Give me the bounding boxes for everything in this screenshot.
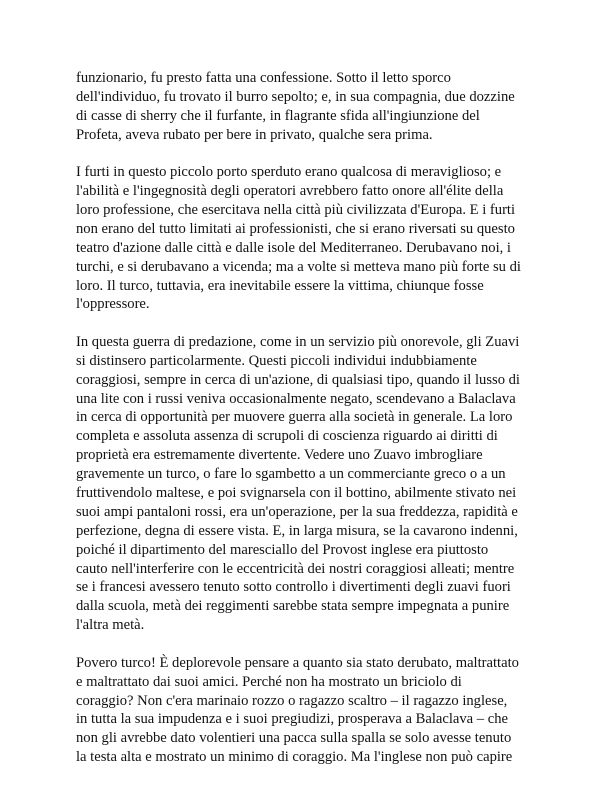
text-line: coraggiosi, sempre in cerca di un'azione, di qualsiasi tipo, quando il lusso di bbox=[76, 371, 520, 388]
text-line: non gli avrebbe dato volentieri una pacca sulla spalla se solo avesse tenuto bbox=[76, 730, 512, 747]
text-line: proprietà era estremamente divertente. Vedere uno Zuavo imbrogliare bbox=[76, 447, 483, 464]
text-line: non erano del tutto limitati ai professionisti, che si erano riversati su questo bbox=[76, 220, 515, 237]
text-line: Profeta, aveva rubato per bere in privato, qualche sera prima. bbox=[76, 126, 433, 143]
text-line: perfezione, degna di essere vista. E, in larga misura, se la cavarono indenni, bbox=[76, 522, 518, 539]
text-line: loro. Il turco, tuttavia, era inevitabile essere la vittima, chiunque fosse bbox=[76, 277, 484, 294]
text-line: si distinsero particolarmente. Questi piccoli individui indubbiamente bbox=[76, 352, 477, 369]
text-line: Povero turco! È deplorevole pensare a quanto sia stato derubato, maltrattato bbox=[76, 654, 519, 671]
text-line: funzionario, fu presto fatta una confessione. Sotto il letto sporco bbox=[76, 70, 451, 86]
text-line: dell'individuo, fu trovato il burro sepolto; e, in sua compagnia, due dozzine bbox=[76, 88, 515, 105]
text-line: se i francesi avessero tenuto sotto controllo i divertimenti degli zuavi fuori bbox=[76, 579, 511, 596]
text-line: una lite con i russi veniva occasionalmente negato, scendevano a Balaclava bbox=[76, 390, 516, 407]
text-line: la testa alta e mostrato un minimo di coraggio. Ma l'inglese non può capire bbox=[76, 749, 513, 766]
text-line: dalla scuola, metà dei reggimenti sarebbe stata sempre impegnata a punire bbox=[76, 598, 510, 615]
paragraph bbox=[76, 654, 536, 767]
text-line: gravemente un turco, o fare lo sgambetto a un commerciante greco o a un bbox=[76, 466, 506, 483]
paragraph bbox=[76, 69, 536, 145]
text-line: poiché il dipartimento del maresciallo del Provost inglese era piuttosto bbox=[76, 541, 489, 558]
text-line: cauto nell'interferire con le eccentricità dei nostri coraggiosi alleati; mentre bbox=[76, 560, 515, 577]
text-line: In questa guerra di predazione, come in un servizio più onorevole, gli Zuavi bbox=[76, 333, 520, 350]
paragraph bbox=[76, 333, 536, 635]
text-line: in cerca di opportunità per muovere guerra alla società in generale. La loro bbox=[76, 409, 513, 426]
text-line: loro professione, che esercitava nella città più civilizzata d'Europa. E i furti bbox=[76, 201, 516, 218]
text-line: teatro d'azione dalle città e dalle isole del Mediterraneo. Derubavano noi, i bbox=[76, 239, 511, 256]
text-line: e maltrattato dai suoi amici. Perché non ha mostrato un briciolo di bbox=[76, 673, 462, 690]
text-line: fruttivendolo maltese, e poi svignarsela con il bottino, abilmente stivato nei bbox=[76, 485, 517, 501]
text-line: completa e assoluta assenza di scrupoli di coscienza riguardo ai diritti di bbox=[76, 428, 498, 445]
text-line: I furti in questo piccolo porto sperduto erano qualcosa di meraviglioso; e bbox=[76, 164, 502, 181]
document-page bbox=[76, 69, 536, 786]
text-line: in tutta la sua impudenza e i suoi pregiudizi, prosperava a Balaclava – che bbox=[76, 711, 508, 728]
text-line: turchi, e si derubavano a vicenda; ma a volte si metteva mano più forte su di bbox=[76, 258, 521, 275]
paragraph bbox=[76, 163, 536, 314]
text-line: l'altra metà. bbox=[76, 617, 145, 634]
text-line: suoi ampi pantaloni rossi, era un'operazione, per la sua freddezza, rapidità e bbox=[76, 503, 518, 520]
text-line: di casse di sherry che il furfante, in flagrante sfida all'ingiunzione del bbox=[76, 107, 480, 124]
text-line: l'abilità e l'ingegnosità degli operatori avrebbero fatto onore all'élite della bbox=[76, 183, 504, 200]
text-line: coraggio? Non c'era marinaio rozzo o ragazzo scaltro – il ragazzo inglese, bbox=[76, 692, 508, 709]
text-line: l'oppressore. bbox=[76, 296, 150, 313]
